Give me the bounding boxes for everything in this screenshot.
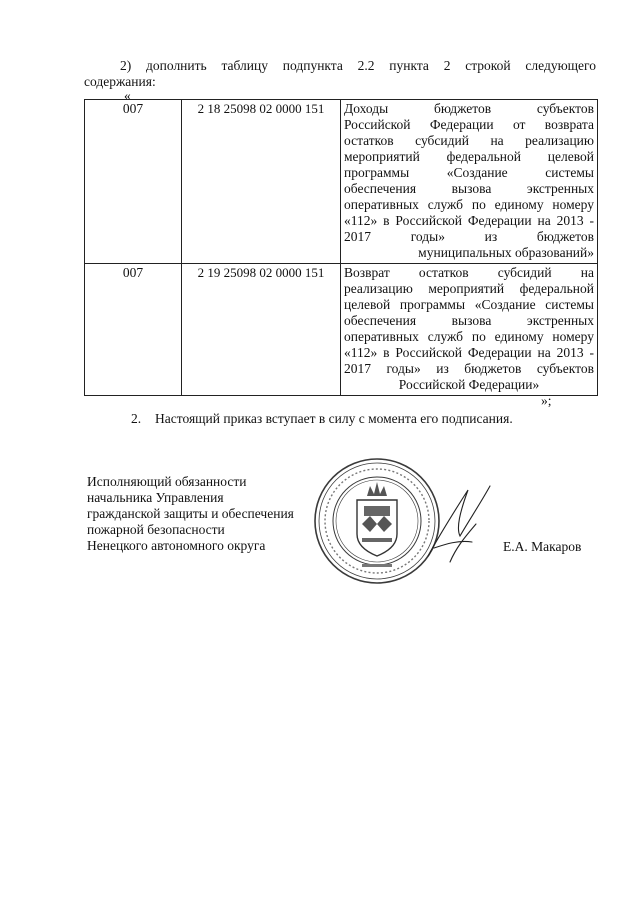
income-name-line: 2017 годы» из бюджетов субъектов (344, 361, 594, 376)
signatory-line: пожарной безопасности (87, 522, 225, 537)
income-name-line: реализацию мероприятий федеральной (344, 281, 594, 296)
income-name-line: целевой программы «Создание системы (344, 297, 594, 312)
income-name-line: программы «Создание системы (344, 165, 594, 180)
intro-paragraph (84, 58, 596, 90)
income-name-line: Российской Федерации» (398, 377, 540, 392)
income-name-line: «112» в Российской Федерации на 2013 - (344, 345, 594, 360)
income-name-line: Доходы бюджетов субъектов (344, 101, 594, 116)
signatory-line: Ненецкого автономного округа (87, 538, 266, 553)
income-name-line: оперативных служб по единому номеру (344, 329, 594, 344)
income-name-line: Российской Федерации от возврата (344, 117, 594, 132)
paragraph-text: Настоящий приказ вступает в силу с момента его подписания. (155, 411, 513, 426)
open-quote: « (124, 88, 131, 103)
budget-code-cell: 2 18 25098 02 0000 151 (182, 100, 341, 264)
intro-line-1: 2) дополнить таблицу подпункта 2.2 пункта 2 строкой следующего (120, 58, 596, 73)
income-name-line: остатков субсидий на реализацию (344, 133, 594, 148)
income-name-line: 2017 годы» из бюджетов (344, 229, 594, 244)
signatory-line: гражданской защиты и обеспечения (87, 506, 294, 521)
income-name-line: Возврат остатков субсидий на (344, 265, 594, 280)
income-name-line: мероприятий федеральной целевой (344, 149, 594, 164)
admin-code-cell: 007 (85, 100, 182, 264)
signatory-line: начальника Управления (87, 490, 224, 505)
income-name-line: обеспечения вызова экстренных (344, 313, 594, 328)
close-quote: »; (541, 393, 552, 408)
income-name-line: обеспечения вызова экстренных (344, 181, 594, 196)
budget-code-cell: 2 19 25098 02 0000 151 (182, 264, 341, 396)
income-name-cell (341, 100, 598, 264)
income-name-line: муниципальных образований» (418, 245, 594, 260)
paragraph-number: 2. (131, 411, 142, 426)
signatory-line: Исполняющий обязанности (87, 474, 247, 489)
table-row (85, 100, 598, 264)
intro-line-2: содержания: (84, 74, 156, 89)
admin-code-cell: 007 (85, 264, 182, 396)
income-name-cell (341, 264, 598, 396)
budget-codes-table (84, 99, 598, 396)
table-row (85, 264, 598, 396)
signer-name: Е.А. Макаров (503, 539, 582, 554)
paragraph-2 (131, 411, 601, 427)
signatory-title (87, 474, 327, 554)
income-name-line: оперативных служб по единому номеру (344, 197, 594, 212)
income-name-line: «112» в Российской Федерации на 2013 - (344, 213, 594, 228)
handwritten-signature-icon (420, 478, 500, 568)
